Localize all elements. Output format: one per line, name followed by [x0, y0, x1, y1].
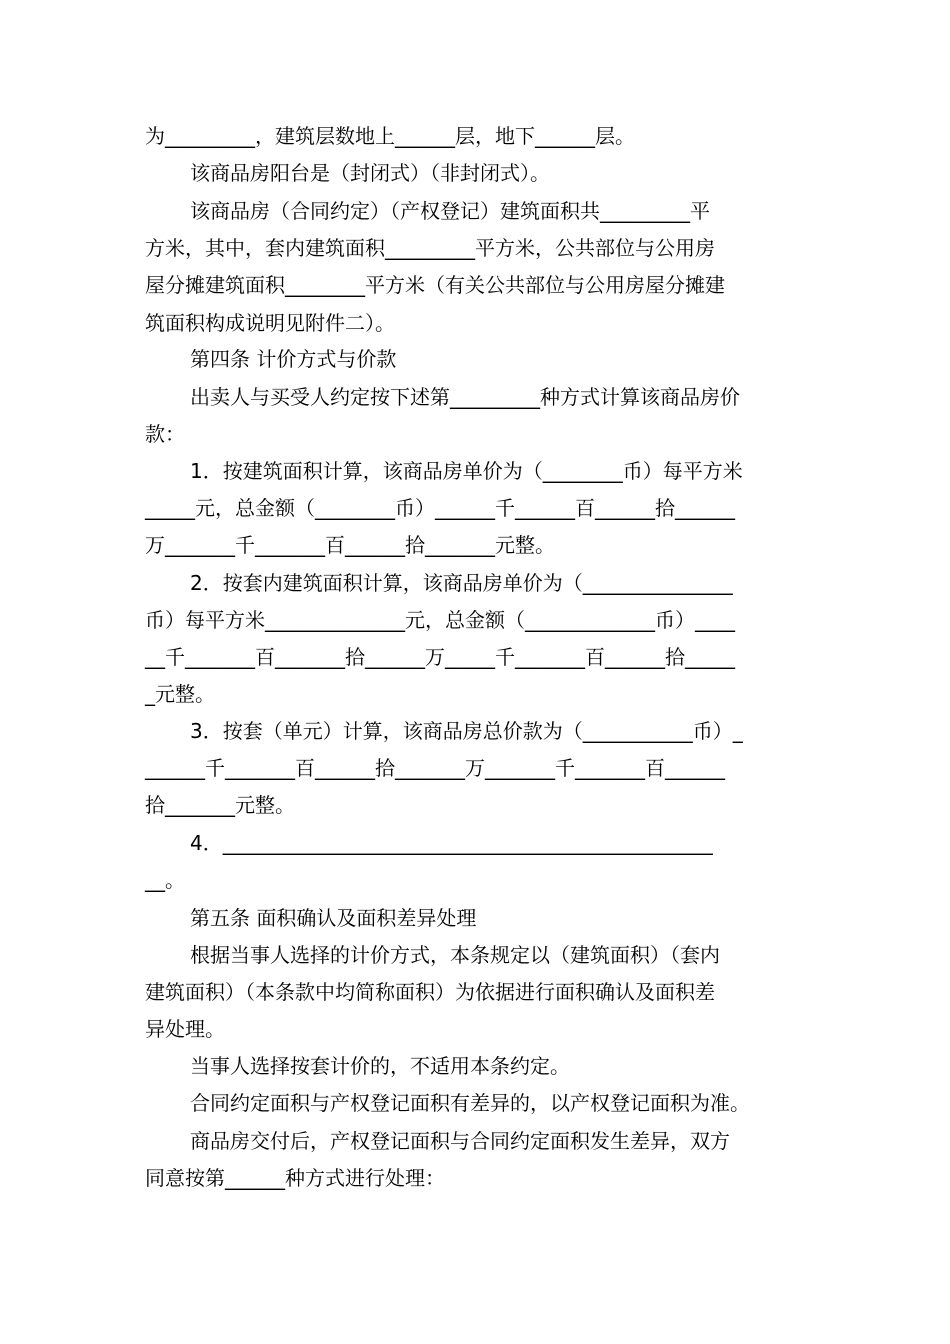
text-line: 根据当事人选择的计价方式，本条规定以（建筑面积）（套内: [190, 943, 720, 967]
text-line: 3．按套（单元）计算，该商品房总价款为（___________币）_: [190, 719, 743, 743]
text-line: 2．按套内建筑面积计算，该商品房单价为（_______________: [190, 571, 733, 595]
section-heading: 第五条 面积确认及面积差异处理: [190, 906, 477, 930]
text-line: 屋分摊建筑面积________平方米（有关公共部位与公用房屋分摊建: [145, 273, 725, 297]
text-line: 该商品房（合同约定）（产权登记）建筑面积共_________平: [190, 199, 710, 223]
text-line: 建筑面积）（本条款中均简称面积）为依据进行面积确认及面积差: [145, 980, 715, 1004]
text-line: ______千_______百______拾_______万_______千_______百______: [145, 756, 725, 780]
text-line: 该商品房阳台是（封闭式）（非封闭式）。: [190, 161, 550, 185]
text-line: 方米，其中，套内建筑面积_________平方米，公共部位与公用房: [145, 236, 715, 260]
text-line: 4．_________________________________________________: [190, 831, 713, 855]
text-line: _____元，总金额（________币）______千______百______拾______: [145, 496, 735, 520]
text-line: _元整。: [145, 682, 215, 706]
text-line: 拾_______元整。: [145, 793, 295, 817]
text-line: __。: [145, 868, 185, 892]
text-line: 为_________，建筑层数地上______层，地下______层。: [145, 124, 635, 148]
text-line: 合同约定面积与产权登记面积有差异的，以产权登记面积为准。: [190, 1091, 750, 1115]
text-line: 币）每平方米______________元，总金额（_____________币）____: [145, 608, 735, 632]
text-line: 1．按建筑面积计算，该商品房单价为（________币）每平方米: [190, 459, 743, 483]
text-line: 出卖人与买受人约定按下述第_________种方式计算该商品房价: [190, 385, 740, 409]
text-line: 万_______千_______百______拾_______元整。: [145, 533, 555, 557]
text-line: 异处理。: [145, 1017, 225, 1041]
text-line: __千_______百_______拾______万_____千_______百______拾_____: [145, 645, 735, 669]
text-line: 同意按第______种方式进行处理：: [145, 1166, 445, 1190]
text-line: 款：: [145, 422, 185, 446]
text-line: 当事人选择按套计价的，不适用本条约定。: [190, 1054, 570, 1078]
text-line: 商品房交付后，产权登记面积与合同约定面积发生差异，双方: [190, 1129, 730, 1153]
section-heading: 第四条 计价方式与价款: [190, 347, 397, 371]
text-line: 筑面积构成说明见附件二）。: [145, 311, 395, 335]
